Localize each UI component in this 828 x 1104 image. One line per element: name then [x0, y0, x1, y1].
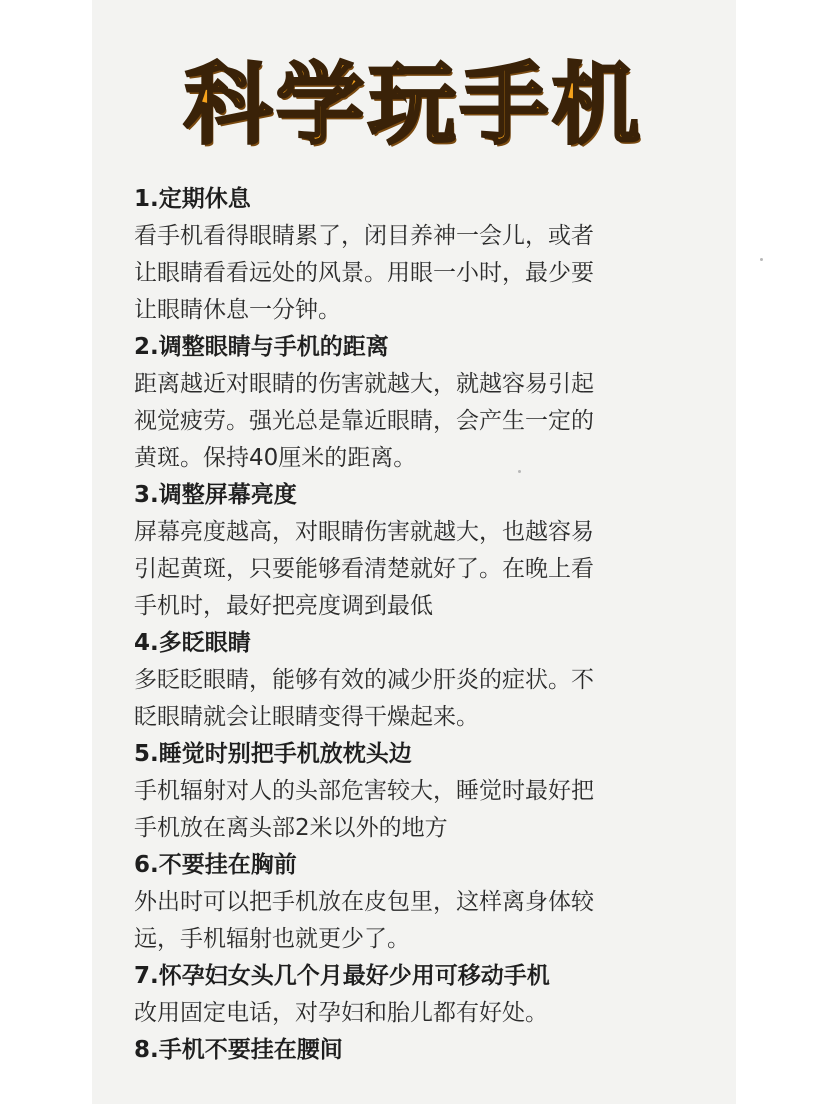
tip-text-line: 视觉疲劳。强光总是靠近眼睛，会产生一定的: [134, 408, 594, 434]
tip-section: [134, 329, 694, 477]
tip-heading: 5.睡觉时别把手机放枕头边: [134, 741, 412, 767]
tip-heading: 7.怀孕妇女头几个月最好少用可移动手机: [134, 963, 550, 989]
tip-section: [134, 1032, 694, 1069]
tip-text-line: 手机辐射对人的头部危害较大，睡觉时最好把: [134, 778, 594, 804]
tip-section: [134, 477, 694, 625]
tip-heading: 4.多眨眼睛: [134, 630, 251, 656]
tip-heading: 3.调整屏幕亮度: [134, 482, 297, 508]
tips-list: [134, 181, 694, 1069]
tip-heading: 6.不要挂在胸前: [134, 852, 297, 878]
tip-text-line: 多眨眨眼睛，能够有效的减少肝炎的症状。不: [134, 667, 594, 693]
tip-heading: 2.调整眼睛与手机的距离: [134, 334, 389, 360]
tip-text-line: 改用固定电话，对孕妇和胎儿都有好处。: [134, 1000, 548, 1026]
paper-speck: [518, 470, 521, 473]
tip-text-line: 黄斑。保持40厘米的距离。: [134, 445, 417, 471]
tip-heading: 1.定期休息: [134, 186, 251, 212]
tip-text-line: 手机放在离头部2米以外的地方: [134, 815, 448, 841]
tip-text-line: 引起黄斑，只要能够看清楚就好了。在晚上看: [134, 556, 594, 582]
tip-section: [134, 181, 694, 329]
tip-text-line: 手机时，最好把亮度调到最低: [134, 593, 433, 619]
tip-text-line: 眨眼睛就会让眼睛变得干燥起来。: [134, 704, 479, 730]
tip-text-line: 外出时可以把手机放在皮包里，这样离身体较: [134, 889, 594, 915]
tip-text-line: 屏幕亮度越高，对眼睛伤害就越大，也越容易: [134, 519, 594, 545]
paper-speck: [760, 258, 763, 261]
page-title: 科学玩手机: [183, 53, 644, 156]
tip-text-line: 远，手机辐射也就更少了。: [134, 926, 410, 952]
tip-text-line: 看手机看得眼睛累了，闭目养神一会儿，或者: [134, 223, 594, 249]
tip-section: [134, 847, 694, 958]
tip-heading: 8.手机不要挂在腰间: [134, 1037, 343, 1063]
tip-text-line: 让眼睛看看远处的风景。用眼一小时，最少要: [134, 260, 594, 286]
tip-section: [134, 958, 694, 1032]
tip-text-line: 距离越近对眼睛的伤害就越大，就越容易引起: [134, 371, 594, 397]
tip-section: [134, 625, 694, 736]
tip-section: [134, 736, 694, 847]
tip-text-line: 让眼睛休息一分钟。: [134, 297, 341, 323]
